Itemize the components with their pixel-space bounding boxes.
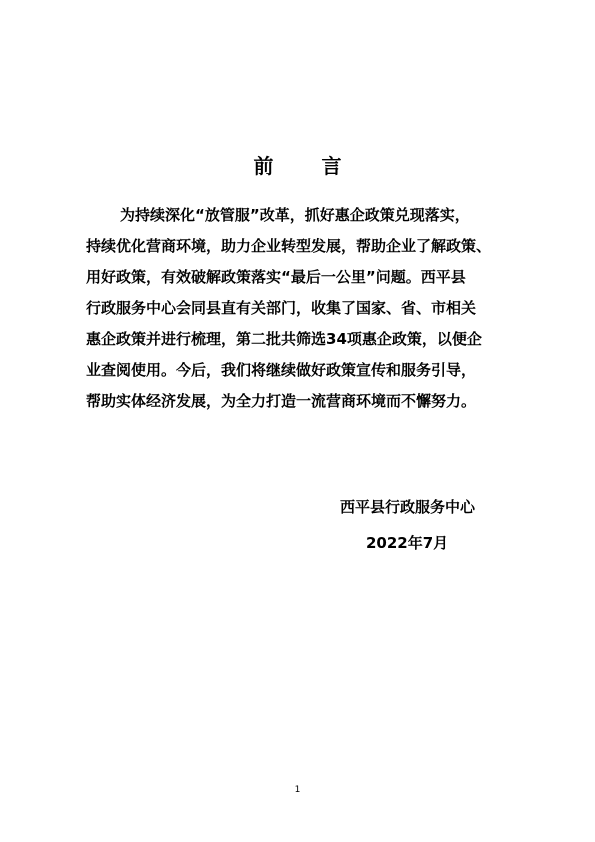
paragraph-line-3: 用好政策，有效破解政策落实“最后一公里”问题。西平县 [86,268,466,286]
title-char-1: 前 [253,154,274,178]
signature-date: 2022年7月 [366,534,449,552]
paragraph-line-2: 持续优化营商环境，助力企业转型发展，帮助企业了解政策、 [86,237,492,255]
signature-organization: 西平县行政服务中心 [340,498,476,516]
paragraph-line-7: 帮助实体经济发展，为全力打造一流营商环境而不懈努力。 [86,392,477,410]
paragraph-line-4: 行政服务中心会同县直有关部门，收集了国家、省、市相关 [86,299,477,317]
title-char-2: 言 [321,154,342,178]
page-title [0,150,595,179]
page-number: 1 [294,785,301,795]
paragraph-line-5: 惠企政策并进行梳理，第二批共筛选34项惠企政策，以便企 [86,330,482,348]
paragraph-line-1: 为持续深化“放管服”改革，抓好惠企政策兑现落实， [120,206,470,224]
paragraph-line-6: 业查阅使用。今后，我们将继续做好政策宣传和服务引导， [86,361,477,379]
preface-paragraph [86,200,526,417]
